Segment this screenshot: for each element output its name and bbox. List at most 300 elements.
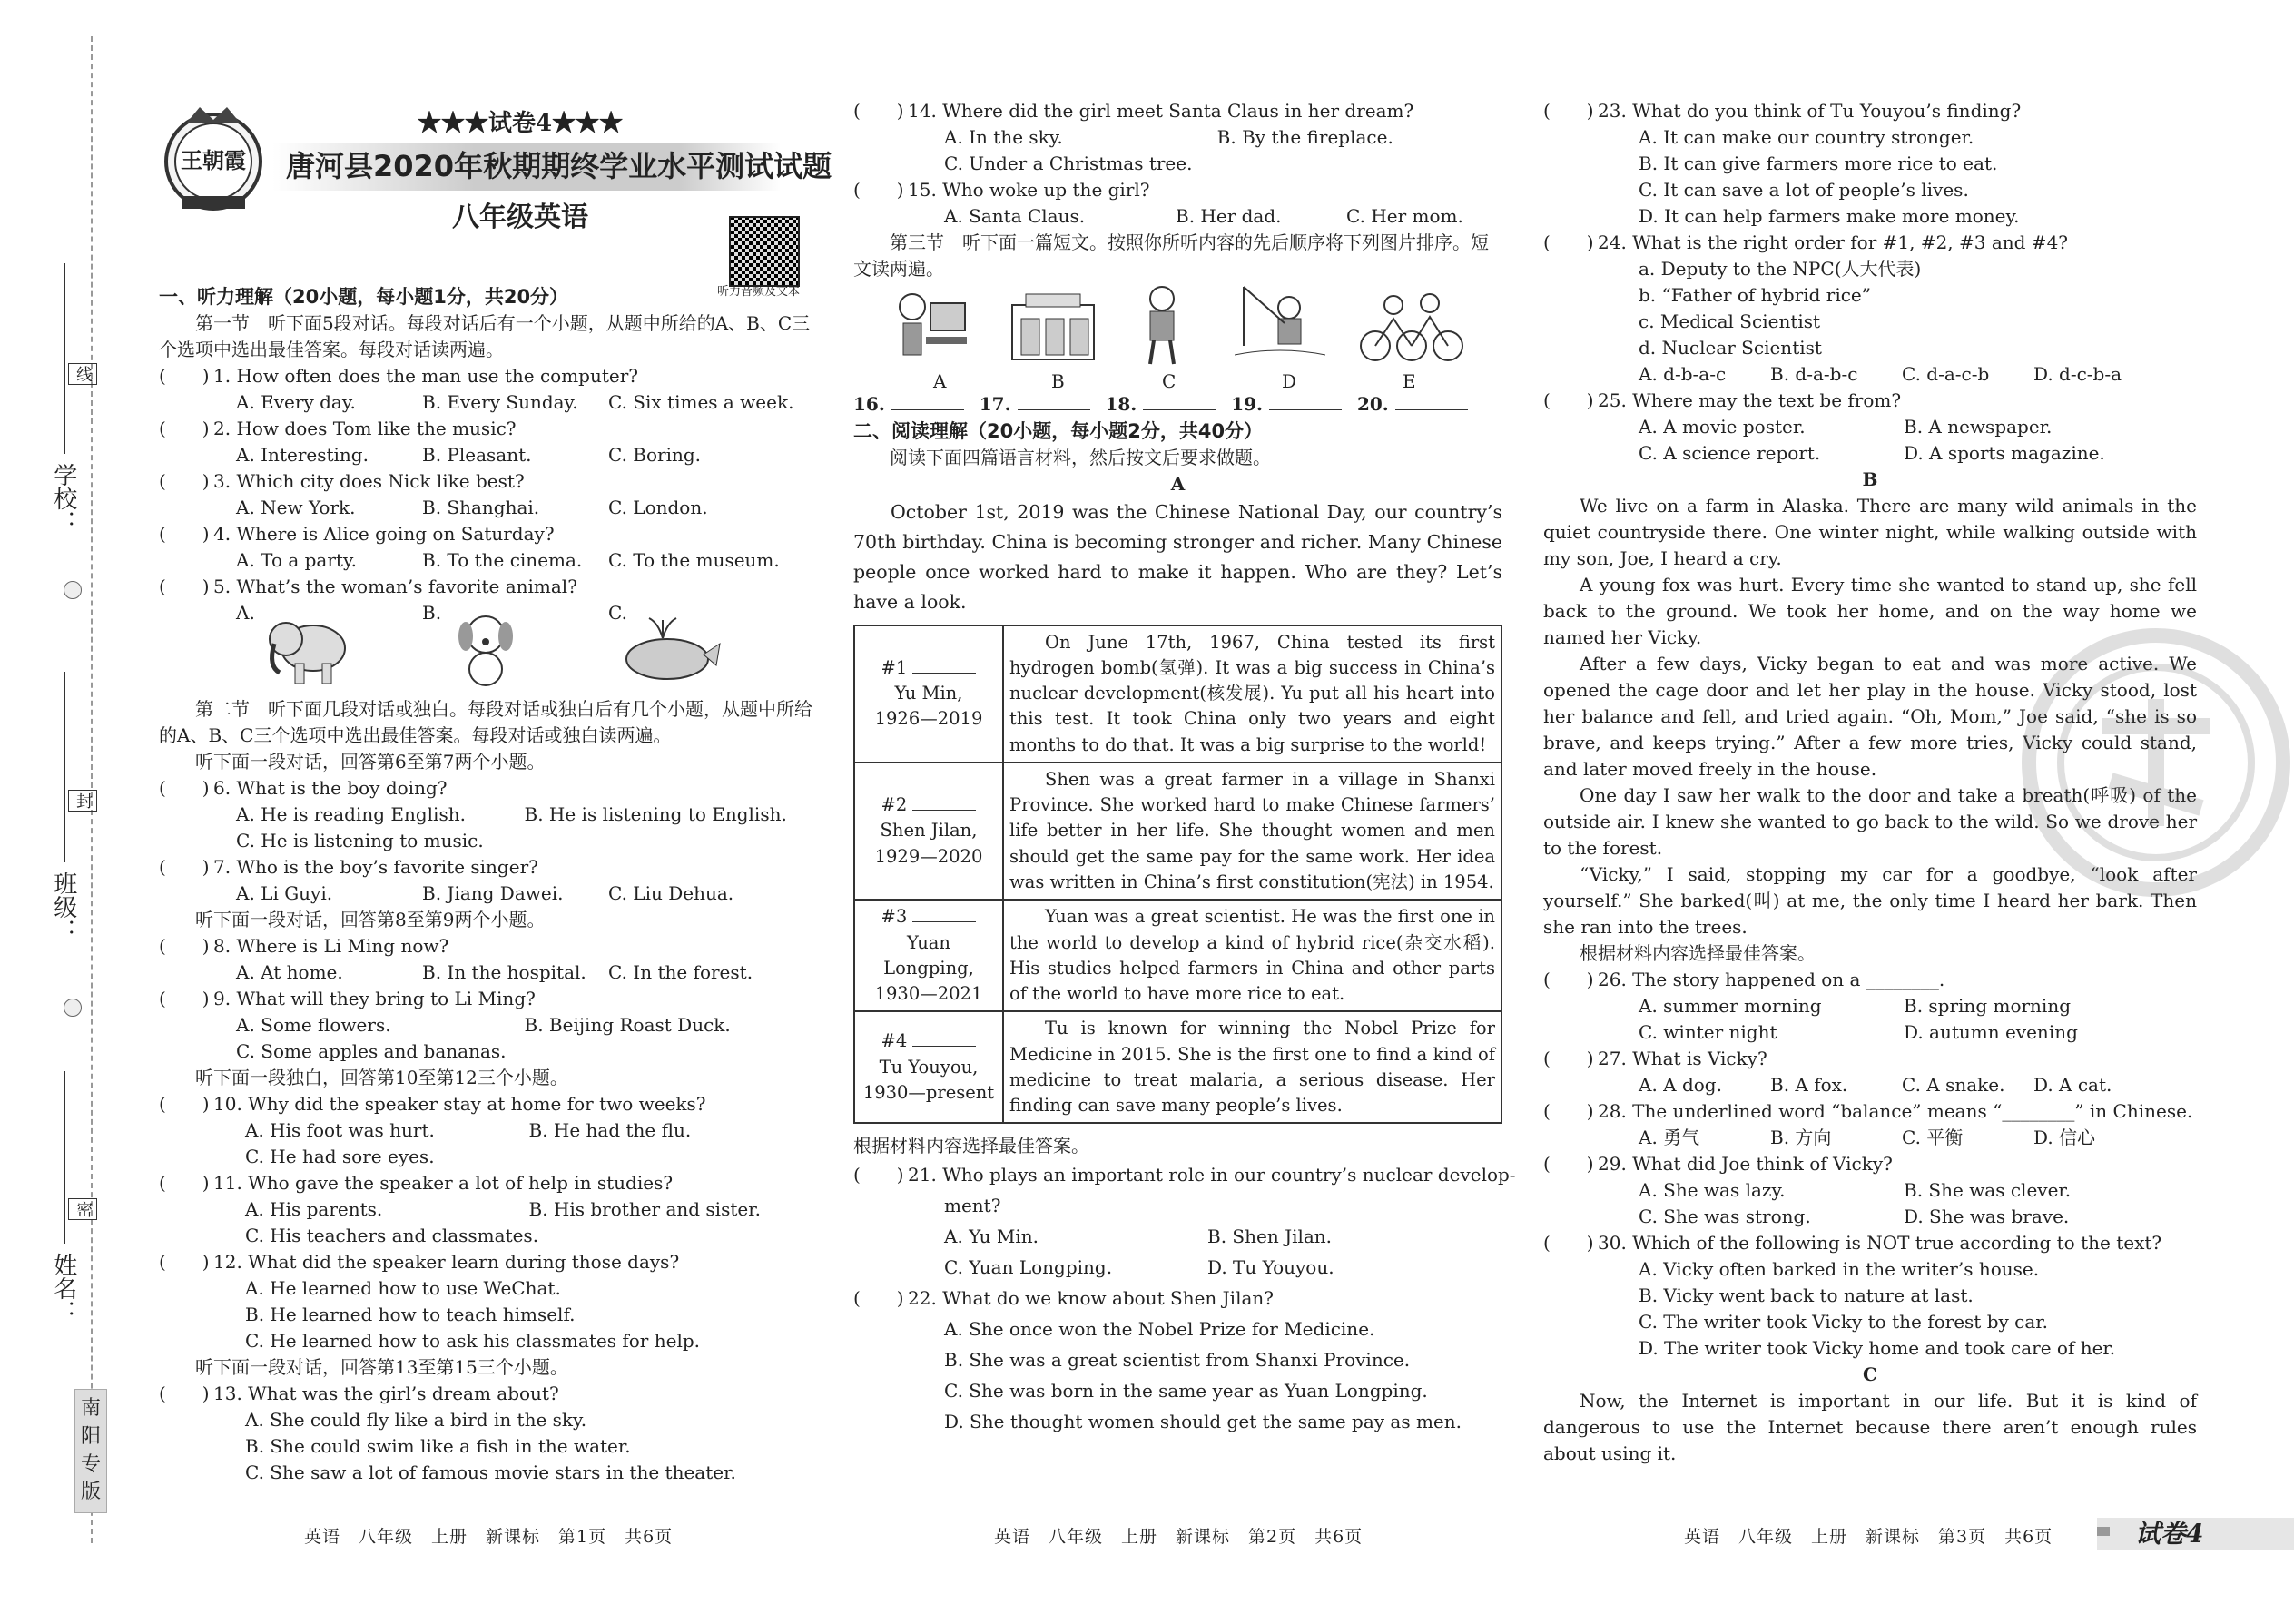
answer-options bbox=[1543, 1125, 2197, 1151]
answer-options bbox=[159, 1144, 812, 1170]
choose-instructions-b: 根据材料内容选择最佳答案。 bbox=[1580, 942, 1816, 964]
answer-options bbox=[1543, 1204, 2197, 1230]
text: Who plays an important role in our country’s nuclear develop- bbox=[942, 1164, 1516, 1186]
text: A. A dog. bbox=[1639, 1074, 1722, 1096]
table-blank-2[interactable] bbox=[912, 810, 976, 811]
text: Yuan was a great scientist. He was the first one in the world to develop a kind of hybrid rice(杂交水稻). His studies helped farmers in China and other parts of the world to have more rice to eat. bbox=[1003, 900, 1501, 1011]
text: Where may the text be from? bbox=[1632, 389, 1902, 411]
question-30: ( ) 30. Which of the following is NOT true according to the text? bbox=[1543, 1230, 2197, 1256]
answer-options bbox=[853, 1221, 1502, 1252]
question-21-cont: ment? bbox=[944, 1195, 1001, 1217]
answer-options bbox=[1543, 1177, 2197, 1204]
text: B. Beijing Roast Duck. bbox=[524, 1014, 731, 1037]
text: Where is Li Ming now? bbox=[236, 935, 449, 958]
question-14: ( ) 14. Where did the girl meet Santa Claus in her dream? bbox=[853, 98, 1502, 124]
answer-options bbox=[853, 1344, 1502, 1375]
answer-bracket[interactable]: ( ) bbox=[1543, 1232, 1594, 1254]
question-4: ( ) 4. Where is Alice going on Saturday? bbox=[159, 521, 812, 547]
answer-options bbox=[1543, 203, 2197, 230]
answer-bracket[interactable]: ( ) bbox=[1543, 1048, 1594, 1069]
answer-options bbox=[1543, 282, 2197, 309]
question-10: ( ) 10. Why did the speaker stay at home for two weeks? bbox=[159, 1091, 812, 1117]
pic-label-a: A bbox=[933, 370, 947, 392]
text: What will they bring to Li Ming? bbox=[236, 988, 536, 1010]
answer-bracket[interactable]: ( ) bbox=[159, 988, 210, 1010]
answer-options bbox=[1543, 361, 2197, 388]
text: B. d-a-b-c bbox=[1770, 363, 1858, 385]
answer-bracket[interactable]: ( ) bbox=[1543, 1153, 1594, 1175]
text: Where did the girl meet Santa Claus in her dream? bbox=[942, 100, 1414, 122]
question-21: ( ) 21. Who plays an important role in our country’s nuclear develop- bbox=[853, 1159, 1502, 1190]
qr-caption: 听力音频及文本 bbox=[717, 285, 801, 299]
text: 13 bbox=[213, 1383, 237, 1405]
text: #4 Tu Youyou, 1930—present bbox=[854, 1011, 1003, 1123]
answer-options bbox=[853, 203, 1502, 230]
answer-options bbox=[159, 1460, 812, 1486]
text: C. It can save a lot of people’s lives. bbox=[1639, 179, 1969, 201]
cut-mark-1: 线 bbox=[68, 363, 97, 385]
question-26: ( ) 26. The story happened on a ________. bbox=[1543, 967, 2197, 993]
text: B. By the fireplace. bbox=[1216, 126, 1393, 148]
text: A. She once won the Nobel Prize for Medicine. bbox=[944, 1318, 1375, 1341]
text: 3 bbox=[213, 470, 225, 493]
text: 29 bbox=[1598, 1153, 1621, 1175]
answer-bracket[interactable]: ( ) bbox=[159, 1251, 210, 1274]
text: C. She was strong. bbox=[1639, 1206, 1811, 1227]
answer-options bbox=[853, 1314, 1502, 1344]
text: Which of the following is NOT true according to the text? bbox=[1632, 1232, 2162, 1254]
text: A. 勇气 bbox=[1639, 1127, 1700, 1148]
answer-bracket[interactable]: ( ) bbox=[853, 1164, 904, 1186]
answer-options bbox=[1543, 124, 2197, 151]
corner-tag: 试卷4 bbox=[2135, 1519, 2204, 1549]
text: B. Jiang Dawei. bbox=[422, 882, 564, 905]
text: C. The writer took Vicky to the forest by car. bbox=[1639, 1311, 2048, 1333]
passage-b-para: After a few days, Vicky began to eat and was more active. We opened the cage door and let her play in the house. Vicky stood, lost her balance and fell, and tried again. “Oh, Mom,” Joe said, “she is so brave, and keeps trying.” After a few more tries, Vicky could stand, and later moved freely in the house. bbox=[1543, 653, 2197, 780]
text: What is Vicky? bbox=[1632, 1048, 1767, 1069]
text: A. She was lazy. bbox=[1639, 1179, 1786, 1201]
answer-options bbox=[1543, 440, 2197, 467]
text: What did the speaker learn during those days? bbox=[248, 1251, 680, 1274]
whale-icon bbox=[622, 609, 722, 686]
picture-row bbox=[853, 282, 1502, 391]
answer-options bbox=[159, 495, 812, 521]
text: B. She could swim like a fish in the water. bbox=[245, 1435, 631, 1458]
answer-options bbox=[1543, 256, 2197, 282]
school-field[interactable] bbox=[64, 263, 65, 454]
question-15: ( ) 15. Who woke up the girl? bbox=[853, 177, 1502, 203]
text: B. 方向 bbox=[1770, 1127, 1832, 1148]
text: 2 bbox=[213, 418, 225, 440]
text: How often does the man use the computer? bbox=[236, 365, 639, 388]
text: What’s the woman’s favorite animal? bbox=[236, 576, 577, 598]
answer-options bbox=[1543, 1072, 2197, 1098]
text: 24 bbox=[1598, 231, 1621, 253]
text: A. Santa Claus. bbox=[944, 205, 1086, 227]
text: C. A snake. bbox=[1902, 1074, 2005, 1096]
question-13: ( ) 13. What was the girl’s dream about? bbox=[159, 1381, 812, 1407]
text: 25 bbox=[1598, 389, 1621, 411]
text: #1 Yu Min, 1926—2019 bbox=[854, 625, 1003, 763]
text: 11 bbox=[213, 1172, 237, 1195]
answer-bracket[interactable]: ( ) bbox=[159, 576, 210, 598]
text: A. Some flowers. bbox=[236, 1014, 391, 1037]
text: B. Shanghai. bbox=[422, 497, 540, 519]
column-1 bbox=[159, 283, 812, 1486]
watermark-seal-icon bbox=[2020, 626, 2292, 899]
text: The underlined word “balance” means “________” in Chinese. bbox=[1632, 1100, 2193, 1122]
text: B. In the hospital. bbox=[422, 961, 586, 984]
text: C. His teachers and classmates. bbox=[245, 1225, 539, 1247]
question-24: ( ) 24. What is the right order for #1, #2, #3 and #4? bbox=[1543, 230, 2197, 256]
text: B. bbox=[422, 602, 442, 625]
answer-options bbox=[159, 1328, 812, 1354]
column-2 bbox=[853, 98, 1516, 1437]
table-blank-4[interactable] bbox=[912, 1046, 976, 1047]
pic-label-e: E bbox=[1403, 370, 1416, 392]
answer-bracket[interactable]: ( ) bbox=[159, 1383, 210, 1405]
cut-mark-3: 密 bbox=[68, 1198, 97, 1220]
text: A. A movie poster. bbox=[1639, 416, 1806, 438]
animal-options bbox=[159, 600, 812, 691]
part2-instructions: 阅读下面四篇语言材料，然后按文后要求做题。 bbox=[890, 447, 1271, 469]
answer-options bbox=[853, 1252, 1502, 1283]
blank-19[interactable] bbox=[1269, 409, 1342, 410]
order-blanks: 16. 17. 18. 19. 20. bbox=[853, 391, 1502, 418]
text: C. To the museum. bbox=[608, 549, 780, 572]
blank-18[interactable] bbox=[1143, 409, 1216, 410]
text: C. bbox=[608, 602, 627, 625]
text: B. She was a great scientist from Shanxi Province. bbox=[944, 1349, 1411, 1372]
text: Who woke up the girl? bbox=[942, 179, 1150, 201]
text: A. She could fly like a bird in the sky. bbox=[245, 1409, 587, 1432]
answer-bracket[interactable]: ( ) bbox=[853, 179, 904, 201]
paper-number: ★★★试卷4★★★ bbox=[418, 110, 624, 137]
exam-title: 唐河县2020年秋期期终学业水平测试试题 bbox=[286, 149, 832, 183]
elephant-icon bbox=[263, 607, 354, 689]
answer-options bbox=[159, 442, 812, 468]
text: C. Yuan Longping. bbox=[944, 1256, 1113, 1279]
blank-20[interactable] bbox=[1395, 409, 1468, 410]
boy-computer-icon bbox=[890, 287, 971, 369]
name-label: 姓名： bbox=[49, 1253, 77, 1324]
text: C. He learned how to ask his classmates for help. bbox=[245, 1330, 700, 1353]
text: What do you think of Tu Youyou’s finding? bbox=[1632, 100, 2022, 122]
page-footer-1: 英语 八年级 上册 新课标 第1页 共6页 bbox=[304, 1527, 674, 1547]
table-row bbox=[854, 763, 1501, 900]
qr-code-icon[interactable] bbox=[729, 216, 800, 287]
part1-heading: 一、听力理解（20小题，每小题1分，共20分） bbox=[159, 286, 569, 308]
answer-options bbox=[159, 1223, 812, 1249]
text: Why did the speaker stay at home for two weeks? bbox=[248, 1093, 706, 1116]
passage-a-intro: October 1st, 2019 was the Chinese National Day, our country’s 70th birthday. China is becoming stronger and richer. Many Chinese people once worked hard to make it happen. Who are they? Let’s have a look. bbox=[853, 501, 1502, 613]
exam-subtitle: 八年级英语 bbox=[452, 202, 588, 233]
text: 5 bbox=[213, 576, 225, 598]
text: C. 平衡 bbox=[1902, 1127, 1964, 1148]
answer-bracket[interactable]: ( ) bbox=[853, 100, 904, 122]
text: C. Her mom. bbox=[1346, 205, 1463, 227]
text: 9 bbox=[213, 988, 225, 1010]
text: C. Six times a week. bbox=[608, 391, 794, 414]
passage-a-label: A bbox=[1170, 473, 1186, 496]
text: Where is Alice going on Saturday? bbox=[236, 523, 555, 546]
blank-16[interactable] bbox=[891, 409, 964, 410]
answer-bracket[interactable]: ( ) bbox=[853, 1287, 904, 1310]
text: C. winter night bbox=[1639, 1021, 1777, 1043]
text: C. d-a-c-b bbox=[1902, 363, 1990, 385]
boy-icon bbox=[1130, 282, 1194, 369]
text: A. Yu Min. bbox=[944, 1225, 1039, 1248]
answer-bracket[interactable]: ( ) bbox=[159, 1093, 210, 1116]
table-row bbox=[854, 900, 1501, 1011]
text: 23 bbox=[1598, 100, 1621, 122]
text: c. Medical Scientist bbox=[1639, 310, 1821, 332]
table-row bbox=[854, 625, 1501, 763]
answer-options bbox=[853, 1406, 1502, 1437]
text: What is the boy doing? bbox=[236, 777, 448, 800]
answer-options bbox=[159, 881, 812, 907]
answer-bracket[interactable]: ( ) bbox=[159, 418, 210, 440]
text: What do we know about Shen Jilan? bbox=[942, 1287, 1274, 1310]
question-12: ( ) 12. What did the speaker learn during those days? bbox=[159, 1249, 812, 1275]
answer-bracket[interactable]: ( ) bbox=[1543, 389, 1594, 411]
text: A. New York. bbox=[236, 497, 356, 519]
text: A. His parents. bbox=[245, 1198, 383, 1221]
answer-bracket[interactable]: ( ) bbox=[159, 935, 210, 958]
text: #2 Shen Jilan, 1929—2020 bbox=[854, 763, 1003, 900]
answer-options bbox=[159, 1407, 812, 1433]
monologue-note: 听下面一段独白，回答第10至第12三个小题。 bbox=[195, 1067, 568, 1089]
text: B. She was clever. bbox=[1904, 1179, 2072, 1201]
text: B. Shen Jilan. bbox=[1207, 1225, 1333, 1248]
text: What is the right order for #1, #2, #3 and #4? bbox=[1632, 231, 2069, 253]
pic-label-d: D bbox=[1282, 370, 1297, 392]
answer-options bbox=[159, 389, 812, 416]
text: C. Liu Dehua. bbox=[608, 882, 734, 905]
text: C. Boring. bbox=[608, 444, 702, 467]
logo-text: 王朝霞 bbox=[181, 147, 246, 173]
passage-b-para: “Vicky,” I said, stopping my car for a goodbye, “look after yourself.” She barked(叫) at me, the only time I heard her bark. Then she ran into the trees. bbox=[1543, 863, 2197, 938]
text: 28 bbox=[1598, 1100, 1621, 1122]
text: C. She was born in the same year as Yuan Longping. bbox=[944, 1380, 1428, 1403]
answer-options bbox=[1543, 1335, 2197, 1362]
answer-options bbox=[1543, 335, 2197, 361]
name-field[interactable] bbox=[64, 1071, 65, 1244]
text: 30 bbox=[1598, 1232, 1621, 1254]
answer-bracket[interactable]: ( ) bbox=[1543, 231, 1594, 253]
text: 26 bbox=[1598, 969, 1621, 990]
text: C. He had sore eyes. bbox=[245, 1146, 435, 1168]
answer-options bbox=[159, 547, 812, 574]
text: A. bbox=[236, 602, 255, 625]
answer-options bbox=[159, 960, 812, 986]
text: C. London. bbox=[608, 497, 708, 519]
table-blank-1[interactable] bbox=[912, 673, 976, 674]
answer-bracket[interactable]: ( ) bbox=[1543, 100, 1594, 122]
text: B. He is listening to English. bbox=[524, 803, 787, 826]
answer-options bbox=[159, 1196, 812, 1223]
passage-b-para: One day I saw her walk to the door and take a breath(呼吸) of the outside air. I knew she wanted to go back to the wild. So we drove her to the forest. bbox=[1543, 784, 2197, 859]
text: a. Deputy to the NPC(人大代表) bbox=[1639, 258, 1922, 280]
answer-options bbox=[159, 1275, 812, 1302]
text: C. Under a Christmas tree. bbox=[944, 153, 1193, 174]
text: C. She saw a lot of famous movie stars in the theater. bbox=[245, 1462, 736, 1484]
table-blank-3[interactable] bbox=[912, 921, 976, 922]
question-22: ( ) 22. What do we know about Shen Jilan? bbox=[853, 1283, 1502, 1314]
text: B. Her dad. bbox=[1176, 205, 1282, 227]
page-footer-3: 英语 八年级 上册 新课标 第3页 共6页 bbox=[1684, 1527, 2053, 1547]
answer-bracket[interactable]: ( ) bbox=[159, 856, 210, 879]
text: 14 bbox=[908, 100, 931, 122]
answer-options bbox=[1543, 151, 2197, 177]
text: B. A fox. bbox=[1770, 1074, 1848, 1096]
text: #3 Yuan Longping, 1930—2021 bbox=[854, 900, 1003, 1011]
text: C. In the forest. bbox=[608, 961, 753, 984]
text: Tu is known for winning the Nobel Prize for Medicine in 2015. She is the first one to find a kind of medicine to treat malaria, a serious disease. Her finding can save many people’s lives. bbox=[1003, 1011, 1501, 1123]
answer-options bbox=[159, 1038, 812, 1065]
text: B. His brother and sister. bbox=[528, 1198, 761, 1221]
text: D. A cat. bbox=[2033, 1074, 2112, 1096]
text: d. Nuclear Scientist bbox=[1639, 337, 1822, 359]
text: C. Some apples and bananas. bbox=[236, 1040, 507, 1063]
text: B. It can give farmers more rice to eat. bbox=[1639, 153, 1998, 174]
question-3: ( ) 3. Which city does Nick like best? bbox=[159, 468, 812, 495]
blank-17[interactable] bbox=[1018, 409, 1090, 410]
text: Shen was a great farmer in a village in Shanxi Province. She worked hard to make Chinese farmers’ life better in her life. She thought women and men should get the same pay for the same work. Her idea was written in China’s first constitution(宪法) in 1954. bbox=[1003, 763, 1501, 900]
text: On June 17th, 1967, China tested its first hydrogen bomb(氢弹). It was a big success in China’s nuclear development(核发展). Yu put all his heart into this test. It took China only two years and eight months to do that. It was a big surprise to the world! bbox=[1003, 625, 1501, 763]
text: B. He learned how to teach himself. bbox=[245, 1304, 576, 1326]
text: What was the girl’s dream about? bbox=[248, 1383, 559, 1405]
text: A. It can make our country stronger. bbox=[1639, 126, 1974, 148]
answer-options bbox=[1543, 1256, 2197, 1283]
question-11: ( ) 11. Who gave the speaker a lot of help in studies? bbox=[159, 1170, 812, 1196]
text: A. summer morning bbox=[1639, 995, 1822, 1017]
question-9: ( ) 9. What will they bring to Li Ming? bbox=[159, 986, 812, 1012]
text: b. “Father of hybrid rice” bbox=[1639, 284, 1871, 306]
passage-b-para: We live on a farm in Alaska. There are many wild animals in the quiet countryside there. One winter night, while walking outside with my son, Joe, I heard a cry. bbox=[1543, 495, 2197, 569]
text: D. She thought women should get the same pay as men. bbox=[944, 1411, 1462, 1433]
text: Who is the boy’s favorite singer? bbox=[236, 856, 538, 879]
text: D. 信心 bbox=[2033, 1127, 2096, 1148]
text: A. To a party. bbox=[236, 549, 357, 572]
text: C. A science report. bbox=[1639, 442, 1821, 464]
question-5: ( ) 5. What’s the woman’s favorite animal? bbox=[159, 574, 812, 600]
question-23: ( ) 23. What do you think of Tu Youyou’s finding? bbox=[1543, 98, 2197, 124]
text: The story happened on a ________. bbox=[1632, 969, 1945, 990]
text: B. Every Sunday. bbox=[422, 391, 578, 414]
answer-options bbox=[853, 151, 1502, 177]
dog-icon bbox=[449, 607, 522, 689]
question-29: ( ) 29. What did Joe think of Vicky? bbox=[1543, 1151, 2197, 1177]
text: B. spring morning bbox=[1904, 995, 2072, 1017]
answer-options bbox=[159, 1433, 812, 1460]
answer-options bbox=[1543, 177, 2197, 203]
text: 8 bbox=[213, 935, 225, 958]
text: A. He is reading English. bbox=[236, 803, 466, 826]
class-field[interactable] bbox=[64, 672, 65, 862]
question-1: ( ) 1. How often does the man use the computer? bbox=[159, 363, 812, 389]
corner-tag-mark bbox=[2097, 1527, 2110, 1536]
class-label: 班级： bbox=[49, 871, 77, 942]
text: A. His foot was hurt. bbox=[245, 1119, 435, 1142]
passage-b-label: B bbox=[1862, 468, 1878, 490]
part2-heading: 二、阅读理解（20小题，每小题2分，共40分） bbox=[853, 420, 1264, 442]
text: B. Pleasant. bbox=[422, 444, 532, 467]
text: D. She was brave. bbox=[1904, 1206, 2070, 1227]
answer-options bbox=[853, 1375, 1502, 1406]
cut-mark-2: 封 bbox=[68, 790, 97, 812]
text: A. He learned how to use WeChat. bbox=[245, 1277, 561, 1300]
text: D. A sports magazine. bbox=[1904, 442, 2105, 464]
answer-bracket[interactable]: ( ) bbox=[159, 470, 210, 493]
answer-options bbox=[853, 124, 1502, 151]
text: A. In the sky. bbox=[944, 126, 1063, 148]
choose-instructions-a: 根据材料内容选择最佳答案。 bbox=[853, 1135, 1089, 1157]
brand-logo bbox=[154, 98, 272, 216]
question-2: ( ) 2. How does Tom like the music? bbox=[159, 416, 812, 442]
text: A. Interesting. bbox=[236, 444, 369, 467]
answer-options bbox=[1543, 414, 2197, 440]
school-label: 学校： bbox=[49, 463, 77, 534]
answer-options bbox=[159, 802, 812, 828]
binding-margin bbox=[0, 0, 101, 1624]
answer-bracket[interactable]: ( ) bbox=[159, 365, 210, 388]
text: 22 bbox=[908, 1287, 931, 1310]
binding-hole-icon bbox=[64, 999, 82, 1017]
text: B. To the cinema. bbox=[422, 549, 583, 572]
text: 10 bbox=[213, 1093, 237, 1116]
table-row bbox=[854, 1011, 1501, 1123]
question-28: ( ) 28. The underlined word “balance” means “________” in Chinese. bbox=[1543, 1098, 2197, 1125]
question-7: ( ) 7. Who is the boy’s favorite singer? bbox=[159, 854, 812, 881]
answer-bracket[interactable]: ( ) bbox=[159, 523, 210, 546]
cycling-icon bbox=[1357, 287, 1466, 369]
text: A. Vicky often barked in the writer’s house. bbox=[1639, 1258, 2040, 1280]
section3-instructions: 第三节 听下面一篇短文。按照你所听内容的先后顺序将下列图片排序。短文读两遍。 bbox=[853, 231, 1489, 280]
page-footer-2: 英语 八年级 上册 新课标 第2页 共6页 bbox=[994, 1527, 1364, 1547]
fishing-icon bbox=[1235, 282, 1325, 369]
text: B. He had the flu. bbox=[528, 1119, 692, 1142]
text: D. d-c-b-a bbox=[2033, 363, 2122, 385]
answer-options bbox=[1543, 309, 2197, 335]
text: B. Vicky went back to nature at last. bbox=[1639, 1284, 1974, 1306]
answer-bracket[interactable]: ( ) bbox=[1543, 969, 1594, 990]
dialogue-1-note: 听下面一段对话，回答第6至第7两个小题。 bbox=[195, 751, 546, 773]
passage-c-para: Now, the Internet is important in our life. But it is kind of dangerous to use the Internet because there aren’t enough rules about using it. bbox=[1543, 1390, 2197, 1464]
answer-bracket[interactable]: ( ) bbox=[159, 1172, 210, 1195]
scientists-table bbox=[853, 625, 1502, 1125]
text: D. The writer took Vicky home and took care of her. bbox=[1639, 1337, 2116, 1359]
text: A. d-b-a-c bbox=[1639, 363, 1727, 385]
region-badge: 南 阳 专 版 bbox=[74, 1389, 107, 1513]
dialogue-4-note: 听下面一段对话，回答第13至第15三个小题。 bbox=[195, 1356, 568, 1379]
answer-options bbox=[159, 1302, 812, 1328]
question-6: ( ) 6. What is the boy doing? bbox=[159, 775, 812, 802]
answer-bracket[interactable]: ( ) bbox=[1543, 1100, 1594, 1122]
answer-options bbox=[1543, 1019, 2197, 1046]
pic-label-b: B bbox=[1051, 370, 1065, 392]
answer-options bbox=[159, 1117, 812, 1144]
text: 27 bbox=[1598, 1048, 1621, 1069]
answer-options bbox=[1543, 993, 2197, 1019]
text: D. autumn evening bbox=[1904, 1021, 2078, 1043]
text: How does Tom like the music? bbox=[236, 418, 517, 440]
answer-bracket[interactable]: ( ) bbox=[159, 777, 210, 800]
text: 6 bbox=[213, 777, 225, 800]
answer-options bbox=[159, 1012, 812, 1038]
text: 4 bbox=[213, 523, 225, 546]
text: What did Joe think of Vicky? bbox=[1632, 1153, 1893, 1175]
